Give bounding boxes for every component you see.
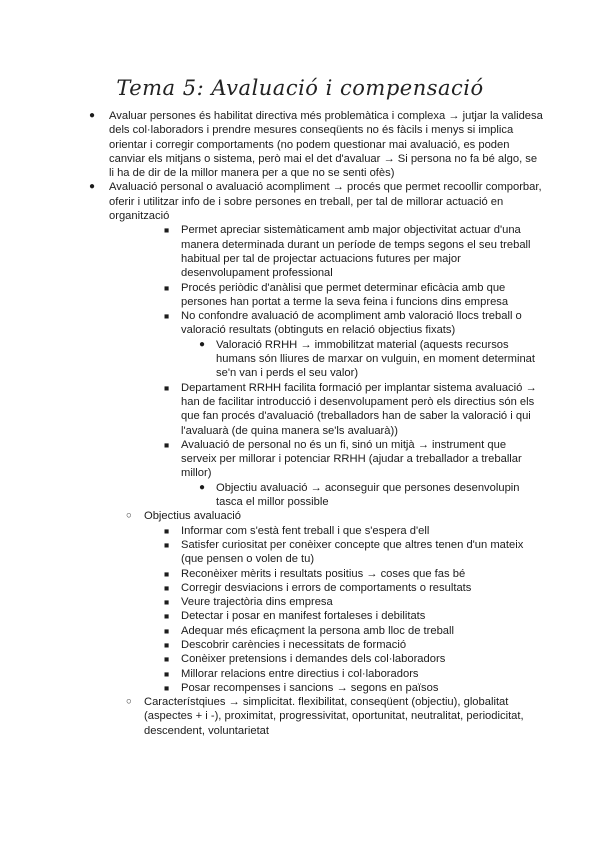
list-item xyxy=(0,538,600,567)
list-item-text: Avaluar persones és habilitat directiva més problemàtica i complexa → jutjar la validesa dels col·laboradors i prendre mesures conseqüents no és fàcils i menys si implica orientar i corregir comportaments (no podem questionar mai avaluació, es poden canviar els mitjans o sistema, però mai el det d'avaluar → Si persona no fa bé algo, se li ha de dir de la millor manera per a que no se senti ofès) xyxy=(109,110,543,180)
bullet-disc-icon: ● xyxy=(89,181,96,193)
list-item-text: Descobrir carències i necessitats de formació xyxy=(181,638,407,651)
bullet-square-icon: ■ xyxy=(164,311,170,322)
list-item xyxy=(0,524,600,538)
list-item xyxy=(0,681,600,695)
bullet-square-icon: ■ xyxy=(164,668,170,679)
list-item xyxy=(0,652,600,666)
list-item-text: Procés periòdic d'anàlisi que permet determinar eficàcia amb que persones han portat a terme la seva feina i funcions dins empresa xyxy=(181,281,509,308)
list-item-text: Avaluació personal o avaluació acompliment → procés que permet recoollir comporbar, oferir i utilitzar info de i sobre persones en treball, per tal de millorar actuació en organització xyxy=(109,181,542,223)
list-item xyxy=(0,180,600,223)
bullet-square-icon: ■ xyxy=(164,597,170,608)
document-body xyxy=(0,109,600,738)
list-item-text: Corregir desviacions i errors de comportaments o resultats xyxy=(181,581,472,594)
bullet-square-icon: ■ xyxy=(164,439,170,450)
list-item xyxy=(0,567,600,581)
list-item-text: Detectar i posar en manifest fortaleses i debilitats xyxy=(181,610,426,623)
list-item-text: No confondre avaluació de acompliment amb valoració llocs treball o valoració resultats (obtinguts en relació objectius fixats) xyxy=(181,310,522,337)
list-item xyxy=(0,381,600,438)
bullet-square-icon: ■ xyxy=(164,611,170,622)
list-item xyxy=(0,481,600,510)
bullet-disc-icon: ● xyxy=(89,110,96,121)
bullet-square-icon: ■ xyxy=(164,654,170,665)
list-item xyxy=(0,223,600,280)
bullet-square-icon: ■ xyxy=(164,582,170,593)
list-item-text: Valoració RRHH → immobilitzat material (aquests recursos humans són lliures de marxar on vulguin, en moment determinat se'n van i perds el seu valor) xyxy=(216,338,536,380)
list-item xyxy=(0,509,600,523)
bullet-square-icon: ■ xyxy=(164,282,170,293)
list-item xyxy=(0,109,600,180)
list-item-text: Adequar més eficaçment la persona amb lloc de treball xyxy=(181,624,454,637)
list-item xyxy=(0,595,600,609)
list-item xyxy=(0,667,600,681)
bullet-square-icon: ■ xyxy=(164,639,170,650)
list-item xyxy=(0,281,600,310)
bullet-square-icon: ■ xyxy=(164,382,170,393)
bullet-square-icon: ■ xyxy=(164,539,170,550)
page-title: Tema 5: Avaluació i compensació xyxy=(116,76,484,100)
bullet-square-icon: ■ xyxy=(164,682,170,693)
list-item-text: Veure trajectòria dins empresa xyxy=(181,596,333,609)
list-item xyxy=(0,609,600,623)
bullet-square-icon: ■ xyxy=(164,625,170,636)
bullet-square-icon: ■ xyxy=(164,525,170,536)
list-item-text: Avaluació de personal no és un fi, sinó un mitjà → instrument que serveix per millorar i potenciar RRHH (ajudar a treballador a treballar millor) xyxy=(181,438,522,480)
bullet-disc-icon: ● xyxy=(199,338,206,350)
bullet-square-icon: ■ xyxy=(164,225,170,236)
list-item-text: Conèixer pretensions i demandes dels col·laboradors xyxy=(181,653,446,666)
list-item xyxy=(0,695,600,738)
list-item-text: Informar com s'està fent treball i que s'espera d'ell xyxy=(181,524,430,537)
list-item xyxy=(0,309,600,338)
bullet-circle-icon: ○ xyxy=(126,510,132,522)
list-item-text: Permet apreciar sistemàticament amb major objectivitat actuar d'una manera determinada durant un període de temps segons el seu treball habitual per tal de projectar actuacions futures per major desenvolupament professional xyxy=(181,224,531,280)
bullet-disc-icon: ● xyxy=(199,481,206,493)
list-item-text: Reconèixer mèrits i resultats positius → coses que fas bé xyxy=(181,567,466,580)
list-item xyxy=(0,338,600,381)
list-item-text: Millorar relacions entre directius i col·laboradors xyxy=(181,667,419,680)
list-item-text: Satisfer curiositat per conèixer concepte que altres tenen d'un mateix (que pensen o volen de tu) xyxy=(181,538,524,566)
list-item xyxy=(0,638,600,652)
bullet-square-icon: ■ xyxy=(164,568,170,579)
list-item-text: Posar recompenses i sancions → segons en països xyxy=(181,681,439,694)
list-item-text: Objectiu avaluació → aconseguir que persones desenvolupin tasca el millor possible xyxy=(216,481,520,509)
list-item xyxy=(0,438,600,481)
list-item-text: Departament RRHH facilita formació per implantar sistema avaluació → han de facilitar introducció i desenvolupament però els directius són els que fan procés d'avaluació (treballadors han de saber la valoració i qui l'avaluarà (de quina manera se'ls avaluarà)) xyxy=(181,381,537,437)
list-item xyxy=(0,581,600,595)
list-item-text: Característqiues → simplicitat. flexibilitat, conseqüent (objectiu), globalitat (aspectes + i -), proximitat, progressivitat, oportunitat, neutralitat, periodicitat, descendent, voluntarietat xyxy=(144,696,524,737)
bullet-circle-icon: ○ xyxy=(126,696,132,708)
list-item-text: Objectius avaluació xyxy=(144,510,242,523)
list-item xyxy=(0,624,600,638)
